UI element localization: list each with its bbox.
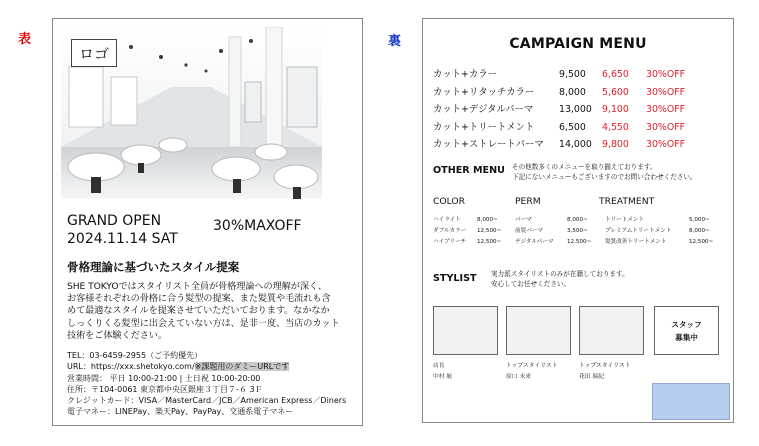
staff-role: トップスタイリスト (579, 363, 631, 369)
grand-open-block (67, 212, 178, 248)
menu-row (433, 84, 723, 102)
front-flyer (52, 18, 363, 426)
menu-name: カット+リタッチカラー (433, 86, 535, 98)
item-name: プレミアムトリートメント (605, 228, 672, 234)
item-name: トリートメント (605, 217, 645, 223)
staff-role: 店長 (433, 363, 445, 369)
menu-discount: 30%OFF (646, 86, 686, 98)
menu-name: カット+デジタルパーマ (433, 104, 534, 115)
menu-sale-price: 9,800 (602, 139, 629, 150)
list-item (433, 215, 511, 226)
list-item (515, 215, 595, 226)
menu-name: カット+トリートメント (433, 121, 535, 133)
other-menu-note-line: その他数多くのメニューを取り揃えております。 (512, 163, 657, 171)
other-menu-title: OTHER MENU (433, 165, 505, 176)
menu-row (433, 66, 723, 84)
url-note: ※課題用のダミーURLです (194, 362, 290, 372)
menu-price: 6,500 (559, 121, 586, 133)
item-name: 髪質改善トリートメント (605, 239, 667, 245)
list-item (605, 237, 729, 248)
selection-highlight (652, 383, 730, 420)
menu-name: カット+ストレートパーマ (433, 139, 544, 150)
list-item (605, 215, 729, 226)
headline: 骨格理論に基づいたスタイル提案 (67, 260, 240, 274)
logo-placeholder: ロゴ (71, 39, 117, 67)
open-date: 2024.11.14 SAT (67, 231, 178, 247)
url-line (67, 361, 359, 372)
other-menu-note (512, 163, 697, 182)
menu-sale-price: 9,100 (602, 104, 629, 115)
campaign-menu-list (433, 66, 723, 154)
recruit-box (654, 306, 719, 355)
staff-caption (579, 361, 631, 383)
item-price: 12,500~ (689, 239, 714, 245)
body-line: めて最適なスタイルを提案させていただいております。なかなか (67, 305, 330, 317)
menu-row (433, 119, 723, 137)
list-item (515, 226, 595, 237)
staff-caption (433, 361, 452, 383)
menu-discount: 30%OFF (646, 121, 686, 133)
item-name: ハイライト (433, 217, 461, 223)
item-name: ハイブリーチ (433, 239, 467, 245)
staff-name: 中村 航 (433, 374, 453, 380)
emoney-line: 電子マネー：LINEPay、楽天Pay、PayPay、交通系電子マネー (67, 407, 294, 417)
treatment-heading: TREATMENT (599, 196, 655, 207)
recruit-line: スタッフ (671, 319, 702, 329)
treatment-items (605, 215, 729, 248)
staff-name: 原口 未来 (506, 374, 532, 380)
body-line: しっくりくる髪型に出会えていない方は、是非一度、当店のカット (67, 317, 340, 329)
campaign-title: CAMPAIGN MENU (509, 36, 647, 52)
credit-line: クレジットカード：VISA／MasterCard／JCB／American Express／Diners (67, 396, 347, 406)
max-off-text: 30%MAXOFF (213, 218, 302, 234)
body-copy (67, 281, 353, 342)
menu-row (433, 101, 723, 119)
grand-open-text: GRAND OPEN (67, 213, 162, 229)
menu-price: 8,000 (559, 86, 586, 98)
staff-role: トップスタイリスト (506, 363, 558, 369)
item-price: 12,500~ (567, 239, 592, 245)
menu-sale-price: 4,550 (602, 121, 629, 133)
body-line: 技術をご体験ください。 (67, 329, 167, 341)
back-flyer (422, 18, 734, 423)
list-item (515, 237, 595, 248)
front-side-label: 表 (18, 32, 32, 47)
stylist-note-line: 実力派スタイリストのみが在籍しております。 (491, 270, 629, 278)
address-line: 住所：〒104-0061 東京都中央区銀座３丁目７-６ 3Ｆ (67, 384, 263, 394)
perm-heading: PERM (515, 196, 541, 207)
url-text[interactable]: URL：https://xxx.shetokyo.com/ (67, 362, 195, 372)
recruit-line: 募集中 (675, 332, 698, 342)
item-price: 3,500~ (567, 228, 588, 234)
list-item (433, 237, 511, 248)
stylist-note-line: 安心してお任せください。 (491, 279, 571, 288)
staff-name: 花田 瑞紀 (579, 374, 605, 380)
staff-photo-placeholder (433, 306, 498, 355)
menu-discount: 30%OFF (646, 139, 686, 150)
staff-photo-placeholder (579, 306, 644, 355)
color-items (433, 215, 511, 248)
item-price: 8,000~ (567, 217, 588, 223)
store-info (67, 350, 359, 418)
perm-items (515, 215, 595, 248)
hours-line: 営業時間： 平日 10:00-21:00 | 土日祝 10:00-20:00 (67, 373, 261, 383)
menu-sale-price: 5,600 (602, 86, 629, 98)
tel-line: TEL：03-6459-2955（ご予約優先） (67, 351, 203, 360)
list-item (605, 226, 729, 237)
item-name: デジタルパーマ (515, 239, 554, 245)
body-line: お客様それぞれの骨格に合う髪型の提案、また髪質や毛流れも含 (67, 293, 331, 305)
color-heading: COLOR (433, 196, 466, 207)
item-price: 8,000~ (689, 228, 710, 234)
item-price: 5,000~ (689, 217, 710, 223)
staff-photo-placeholder (506, 306, 571, 355)
stylist-note (491, 270, 629, 289)
item-name: 前髪パーマ (515, 228, 543, 234)
item-name: ダブルカラー (433, 228, 467, 234)
item-name: パーマ (515, 217, 532, 223)
menu-price: 9,500 (559, 69, 586, 80)
staff-caption (506, 361, 558, 383)
menu-discount: 30%OFF (646, 104, 686, 115)
item-price: 8,000~ (477, 217, 498, 223)
menu-sale-price: 6,650 (602, 69, 629, 80)
menu-price: 14,000 (559, 139, 592, 150)
menu-price: 13,000 (559, 104, 592, 115)
menu-discount: 30%OFF (646, 69, 686, 80)
salon-photo (61, 27, 322, 199)
item-price: 12,500~ (477, 239, 502, 245)
back-side-label: 裏 (388, 34, 402, 49)
menu-name: カット+カラー (433, 69, 498, 80)
stylist-title: STYLIST (433, 273, 477, 284)
item-price: 12,500~ (477, 228, 502, 234)
menu-row (433, 136, 723, 154)
body-line: SHE TOKYOではスタイリスト全員が骨格理論への理解が深く、 (67, 281, 327, 292)
list-item (433, 226, 511, 237)
other-menu-note-line: 下記にないメニューもございますのでお問い合わせください。 (512, 172, 697, 181)
